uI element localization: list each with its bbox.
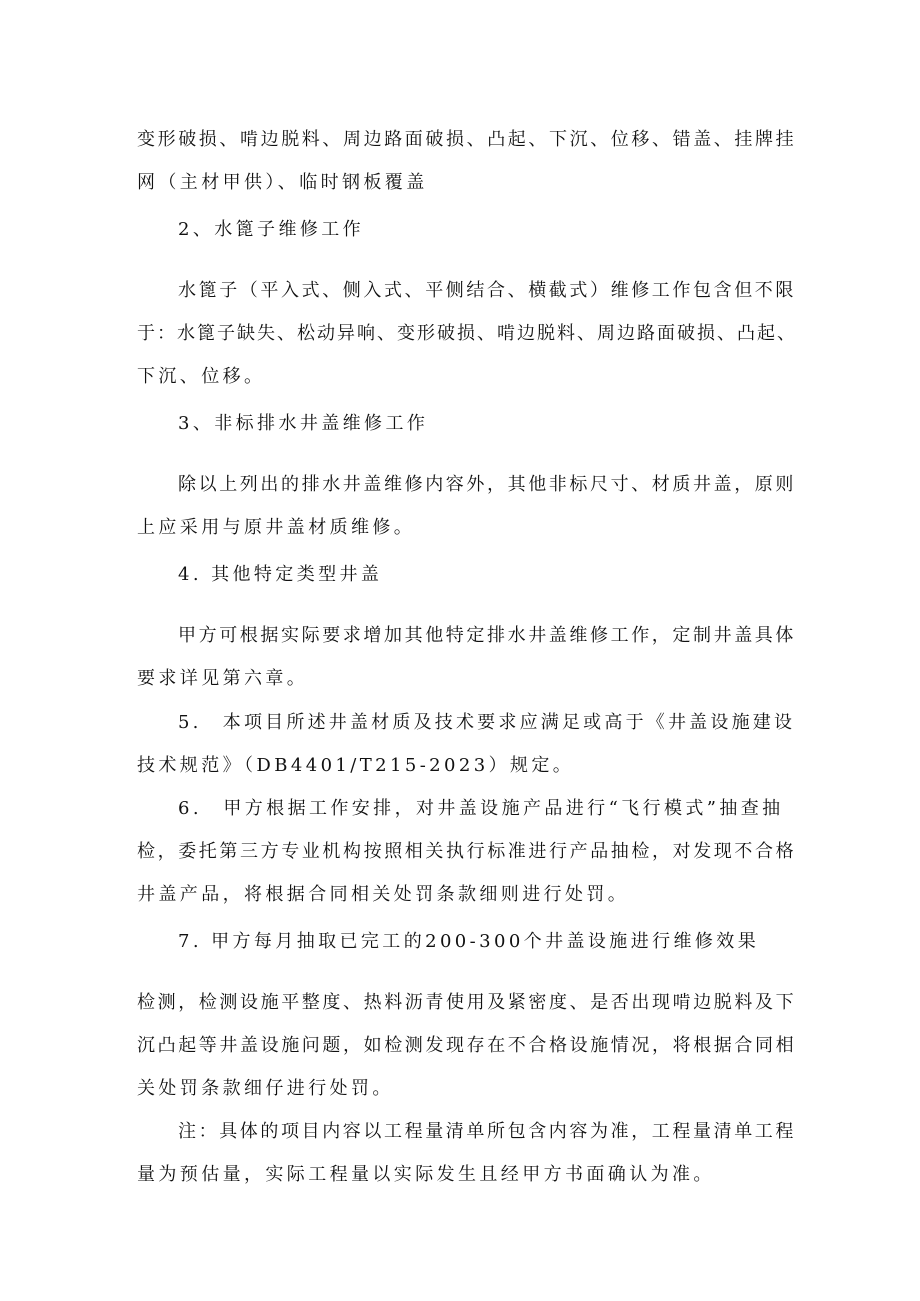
text-line: 上应采用与原井盖材质维修。 bbox=[137, 517, 416, 538]
text-line: 技术规范》（DB4401/T215-2023）规定。 bbox=[137, 755, 575, 776]
text-line: 水篦子（平入式、侧入式、平侧结合、横截式）维修工作包含但不限 bbox=[178, 280, 796, 301]
text-line: 除以上列出的排水井盖维修内容外，其他非标尺寸、材质井盖，原则 bbox=[178, 474, 796, 495]
text-line: 要求详见第六章。 bbox=[137, 668, 309, 689]
item-6-line: 6. 甲方根据工作安排，对井盖设施产品进行“飞行模式”抽查抽 bbox=[178, 798, 784, 819]
text-line: 下沉、位移。 bbox=[137, 366, 266, 387]
section-heading-2: 2、水篦子维修工作 bbox=[178, 219, 365, 240]
text-line: 于：水篦子缺失、松动异响、变形破损、啃边脱料、周边路面破损、凸起、 bbox=[137, 323, 797, 344]
text-line: 量为预估量，实际工程量以实际发生且经甲方书面确认为准。 bbox=[137, 1164, 715, 1185]
section-heading-4: 4. 其他特定类型井盖 bbox=[178, 564, 383, 585]
section-heading-3: 3、非标排水井盖维修工作 bbox=[178, 413, 429, 434]
text-line: 沉凸起等井盖设施问题，如检测发现存在不合格设施情况，将根据合同相 bbox=[137, 1035, 797, 1056]
item-7-line: 7. 甲方每月抽取已完工的200-300个井盖设施进行维修效果 bbox=[178, 931, 760, 952]
text-line: 检测，检测设施平整度、热料沥青使用及紧密度、是否出现啃边脱料及下 bbox=[137, 992, 797, 1013]
text-line: 关处罚条款细仔进行处罚。 bbox=[137, 1078, 394, 1099]
note-line: 注：具体的项目内容以工程量清单所包含内容为准，工程量清单工程 bbox=[178, 1121, 796, 1142]
text-line: 检，委托第三方专业机构按照相关执行标准进行产品抽检，对发现不合格 bbox=[137, 841, 797, 862]
item-5-line: 5. 本项目所述井盖材质及技术要求应满足或高于《井盖设施建设 bbox=[178, 712, 796, 733]
text-line: 变形破损、啃边脱料、周边路面破损、凸起、下沉、位移、错盖、挂牌挂 bbox=[137, 129, 797, 150]
text-line: 网（主材甲供）、临时钢板覆盖 bbox=[137, 172, 428, 193]
text-line: 井盖产品，将根据合同相关处罚条款细则进行处罚。 bbox=[137, 884, 630, 905]
text-line: 甲方可根据实际要求增加其他特定排水井盖维修工作，定制井盖具体 bbox=[178, 625, 796, 646]
